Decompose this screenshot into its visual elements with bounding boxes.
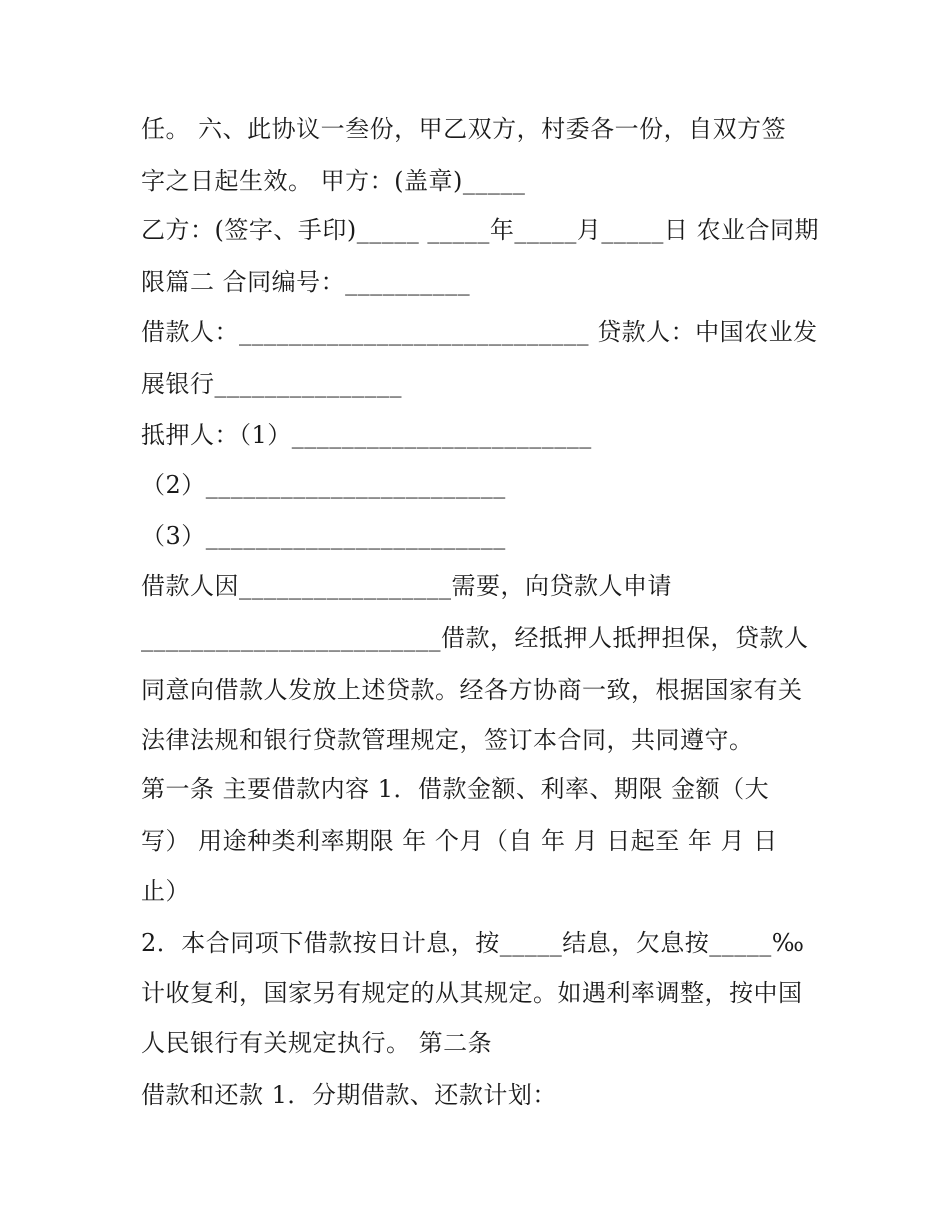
text-line: 借款人因_________________需要，向贷款人申请 xyxy=(141,572,672,600)
text-line: 乙方：(签字、手印)_____ _____年_____月_____日 农业合同期 xyxy=(141,216,819,244)
text-line: 限篇二 合同编号：__________ xyxy=(141,268,471,296)
text-line: 2．本合同项下借款按日计息，按_____结息，欠息按_____‰ xyxy=(141,929,805,957)
text-line: ________________________借款，经抵押人抵押担保，贷款人 xyxy=(141,624,809,652)
text-line: 任。 六、此协议一叁份，甲乙双方，村委各一份，自双方签 xyxy=(141,115,787,143)
text-line: 字之日起生效。 甲方：(盖章)_____ xyxy=(141,167,526,195)
text-line: 第一条 主要借款内容 1．借款金额、利率、期限 金额（大 xyxy=(141,775,770,803)
text-line: 止） xyxy=(141,877,190,905)
text-line: （3）________________________ xyxy=(141,522,506,550)
text-line: 展银行_______________ xyxy=(141,370,402,398)
text-line: 借款人：____________________________ 贷款人：中国农业发 xyxy=(141,318,818,346)
text-line: 写） 用途种类利率期限 年 个月（自 年 月 日起至 年 月 日 xyxy=(141,827,778,855)
text-line: 法律法规和银行贷款管理规定，签订本合同，共同遵守。 xyxy=(141,726,754,754)
text-line: 同意向借款人发放上述贷款。经各方协商一致，根据国家有关 xyxy=(141,676,803,704)
text-line: 计收复利，国家另有规定的从其规定。如遇利率调整，按中国 xyxy=(141,979,803,1007)
text-line: 借款和还款 1．分期借款、还款计划： xyxy=(141,1081,557,1109)
text-line: 抵押人：（1）________________________ xyxy=(141,421,592,449)
text-line: （2）________________________ xyxy=(141,471,506,499)
text-line: 人民银行有关规定执行。 第二条 xyxy=(141,1029,493,1057)
